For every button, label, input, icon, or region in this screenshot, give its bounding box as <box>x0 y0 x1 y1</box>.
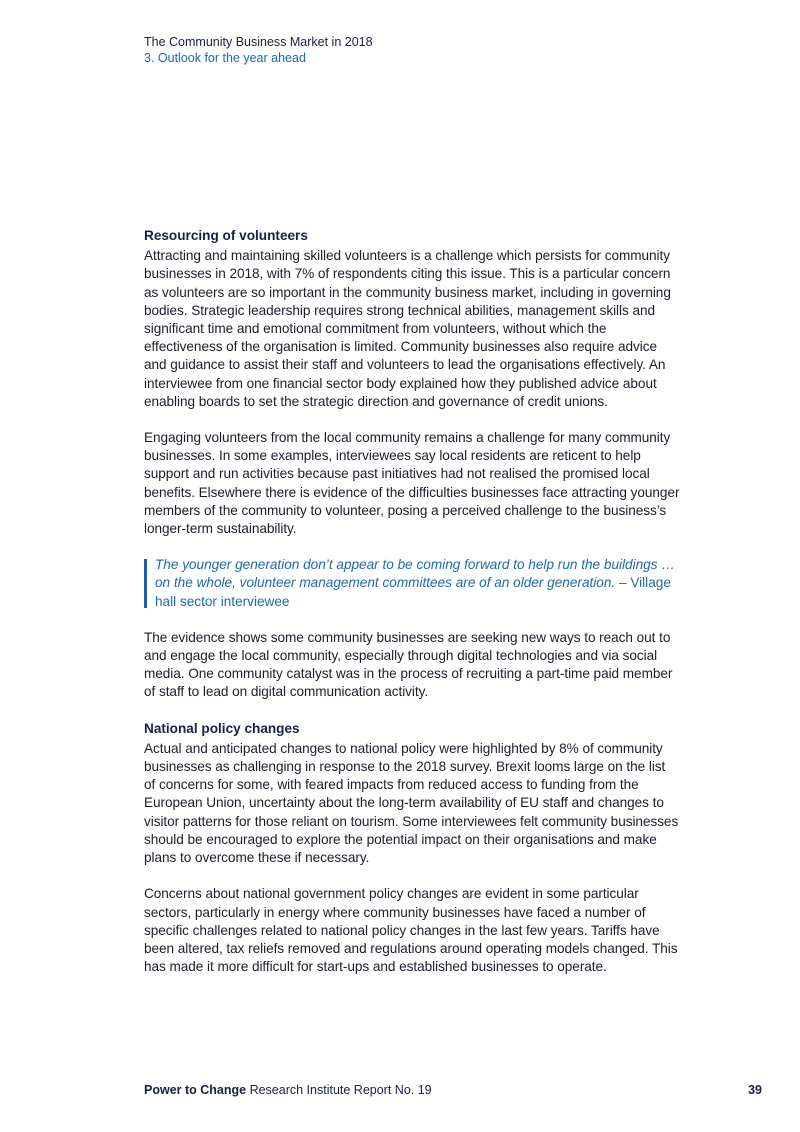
paragraph: Engaging volunteers from the local community remains a challenge for many community businesses. In some examples, interviewees say local residents are reticent to help support and run activities because past initiatives had not realised the promised local benefits. Elsewhere there is evidence of the difficulties businesses face attracting younger members of the community to volunteer, posing a perceived challenge to the business’s longer-term sustainability. <box>144 430 680 537</box>
footer-report: Research Institute Report No. 19 <box>249 1083 432 1097</box>
heading-national-policy-changes: National policy changes <box>144 720 300 736</box>
quote-bar <box>144 559 147 608</box>
main-content <box>144 227 680 976</box>
page-number: 39 <box>748 1083 762 1097</box>
pull-quote <box>144 556 680 611</box>
footer <box>144 1082 762 1098</box>
document-title: The Community Business Market in 2018 <box>144 35 373 49</box>
heading-resourcing-volunteers: Resourcing of volunteers <box>144 228 308 243</box>
paragraph: Concerns about national government policy changes are evident in some particular sectors, particularly in energy where community businesses have faced a number of specific challenges related to national policy changes in the last few years. Tariffs have been altered, tax reliefs removed and regulations around operating models changed. This has made it more difficult for start-ups and established businesses to operate. <box>144 886 678 975</box>
quote-text: The younger generation don’t appear to be coming forward to help run the buildings … on the whole, volunteer management committees are of an older generation. <box>155 557 675 591</box>
paragraph: The evidence shows some community businesses are seeking new ways to reach out to and engage the local community, especially through digital technologies and via social media. One community catalyst was in the process of recruiting a part-time paid member of staff to lead on digital communication activity. <box>144 629 673 700</box>
paragraph: Actual and anticipated changes to national policy were highlighted by 8% of community businesses as challenging in response to the 2018 survey. Brexit looms large on the list of concerns for some, with feared impacts from reduced access to funding from the European Union, uncertainty about the long-term availability of EU staff and changes to visitor patterns for those reliant on tourism. Some interviewees felt community businesses should be encouraged to explore the potential impact on their organisations and make plans to overcome these if necessary. <box>144 740 679 866</box>
paragraph: Attracting and maintaining skilled volunteers is a challenge which persists for community businesses in 2018, with 7% of respondents citing this issue. This is a particular concern as volunteers are so important in the community business market, including in governing bodies. Strategic leadership requires strong technical abilities, management skills and significant time and emotional commitment from volunteers, without which the effectiveness of the organisation is limited. Community businesses also require advice and guidance to assist their staff and volunteers to lead the organisations effectively. An interviewee from one financial sector body explained how they published advice about enabling boards to set the strategic direction and governance of credit unions. <box>144 248 671 409</box>
quote-attribution: – Village hall sector interviewee <box>155 575 671 609</box>
footer-org: Power to Change <box>144 1083 247 1097</box>
section-title: 3. Outlook for the year ahead <box>144 51 306 65</box>
running-header <box>144 34 373 66</box>
